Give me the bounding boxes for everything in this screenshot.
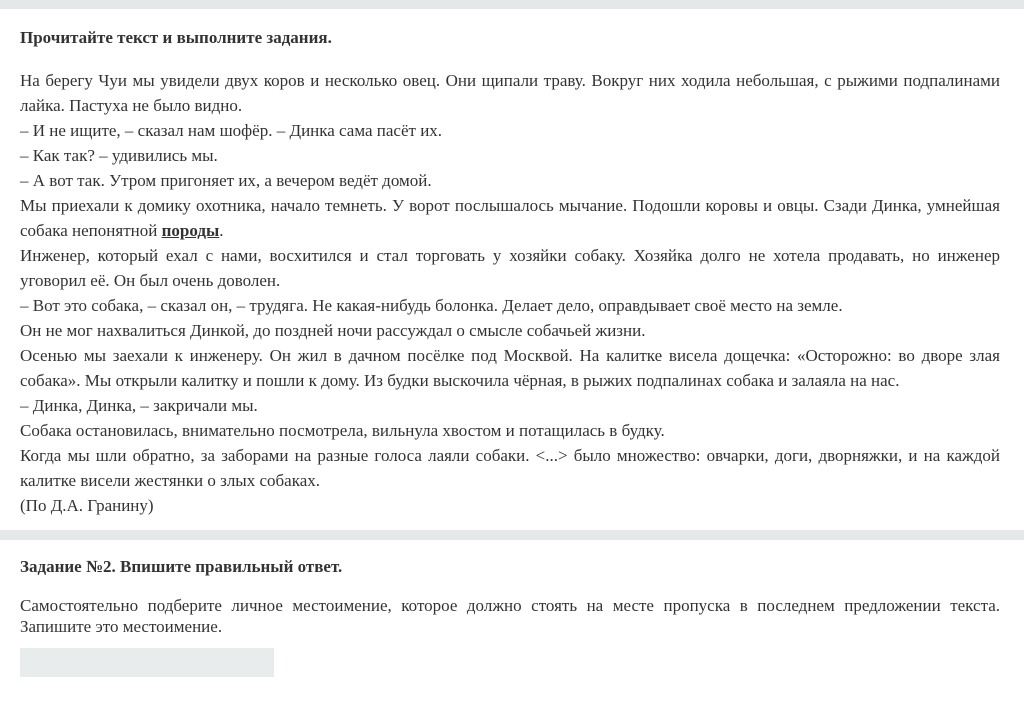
paragraph: На берегу Чуи мы увидели двух коров и несколько овец. Они щипали траву. Вокруг них ходила небольшая, с рыжими подпалинами лайка. Пастуха не было видно. bbox=[20, 71, 1000, 115]
reading-text-section bbox=[20, 28, 1000, 518]
task2-title: Задание №2. Впишите правильный ответ. bbox=[20, 557, 343, 576]
source-attribution: (По Д.А. Гранину) bbox=[20, 496, 154, 515]
paragraph: Осенью мы заехали к инженеру. Он жил в дачном посёлке под Москвой. На калитке висела дощечка: «Осторожно: во дворе злая собака». Мы открыли калитку и пошли к дому. Из будки выскочила чёрная, в рыжих подпалинах собака и залаяла на нас. bbox=[20, 346, 1000, 390]
paragraph: – И не ищите, – сказал нам шофёр. – Динка сама пасёт их. bbox=[20, 121, 443, 140]
highlighted-term: породы bbox=[161, 221, 220, 240]
top-divider bbox=[0, 0, 1024, 9]
paragraph: – Динка, Динка, – закричали мы. bbox=[20, 396, 258, 415]
task2-section bbox=[20, 557, 1000, 654]
paragraph-text: . bbox=[219, 221, 224, 240]
paragraph-text: Мы приехали к домику охотника, начало темнеть. У ворот послышалось мычание. Подошли коровы и овцы. Сзади Динка, умнейшая собака непонятной bbox=[20, 196, 1000, 240]
paragraph: – А вот так. Утром пригоняет их, а вечером ведёт домой. bbox=[20, 171, 432, 190]
paragraph: – Вот это собака, – сказал он, – трудяга. Не какая-нибудь болонка. Делает дело, оправдывает своё место на земле. bbox=[20, 296, 843, 315]
instruction-title: Прочитайте текст и выполните задания. bbox=[20, 28, 332, 47]
answer-input[interactable] bbox=[20, 648, 274, 677]
task2-question: Самостоятельно подберите личное местоимение, которое должно стоять на месте пропуска в последнем предложении текста. Запишите это местоимение. bbox=[20, 596, 1000, 636]
reading-text bbox=[20, 68, 1000, 518]
paragraph: – Как так? – удивились мы. bbox=[20, 146, 218, 165]
paragraph: Инженер, который ехал с нами, восхитился и стал торговать у хозяйки собаку. Хозяйка долго не хотела продавать, но инженер уговорил её. Он был очень доволен. bbox=[20, 246, 1000, 290]
section-divider bbox=[0, 530, 1024, 540]
paragraph: Когда мы шли обратно, за заборами на разные голоса лаяли собаки. <...> было множество: овчарки, доги, дворняжки, и на каждой калитке висели жестянки о злых собаках. bbox=[20, 446, 1000, 490]
paragraph bbox=[20, 193, 1000, 243]
paragraph: Он не мог нахвалиться Динкой, до поздней ночи рассуждал о смысле собачьей жизни. bbox=[20, 321, 646, 340]
paragraph: Собака остановилась, внимательно посмотрела, вильнула хвостом и потащилась в будку. bbox=[20, 421, 665, 440]
